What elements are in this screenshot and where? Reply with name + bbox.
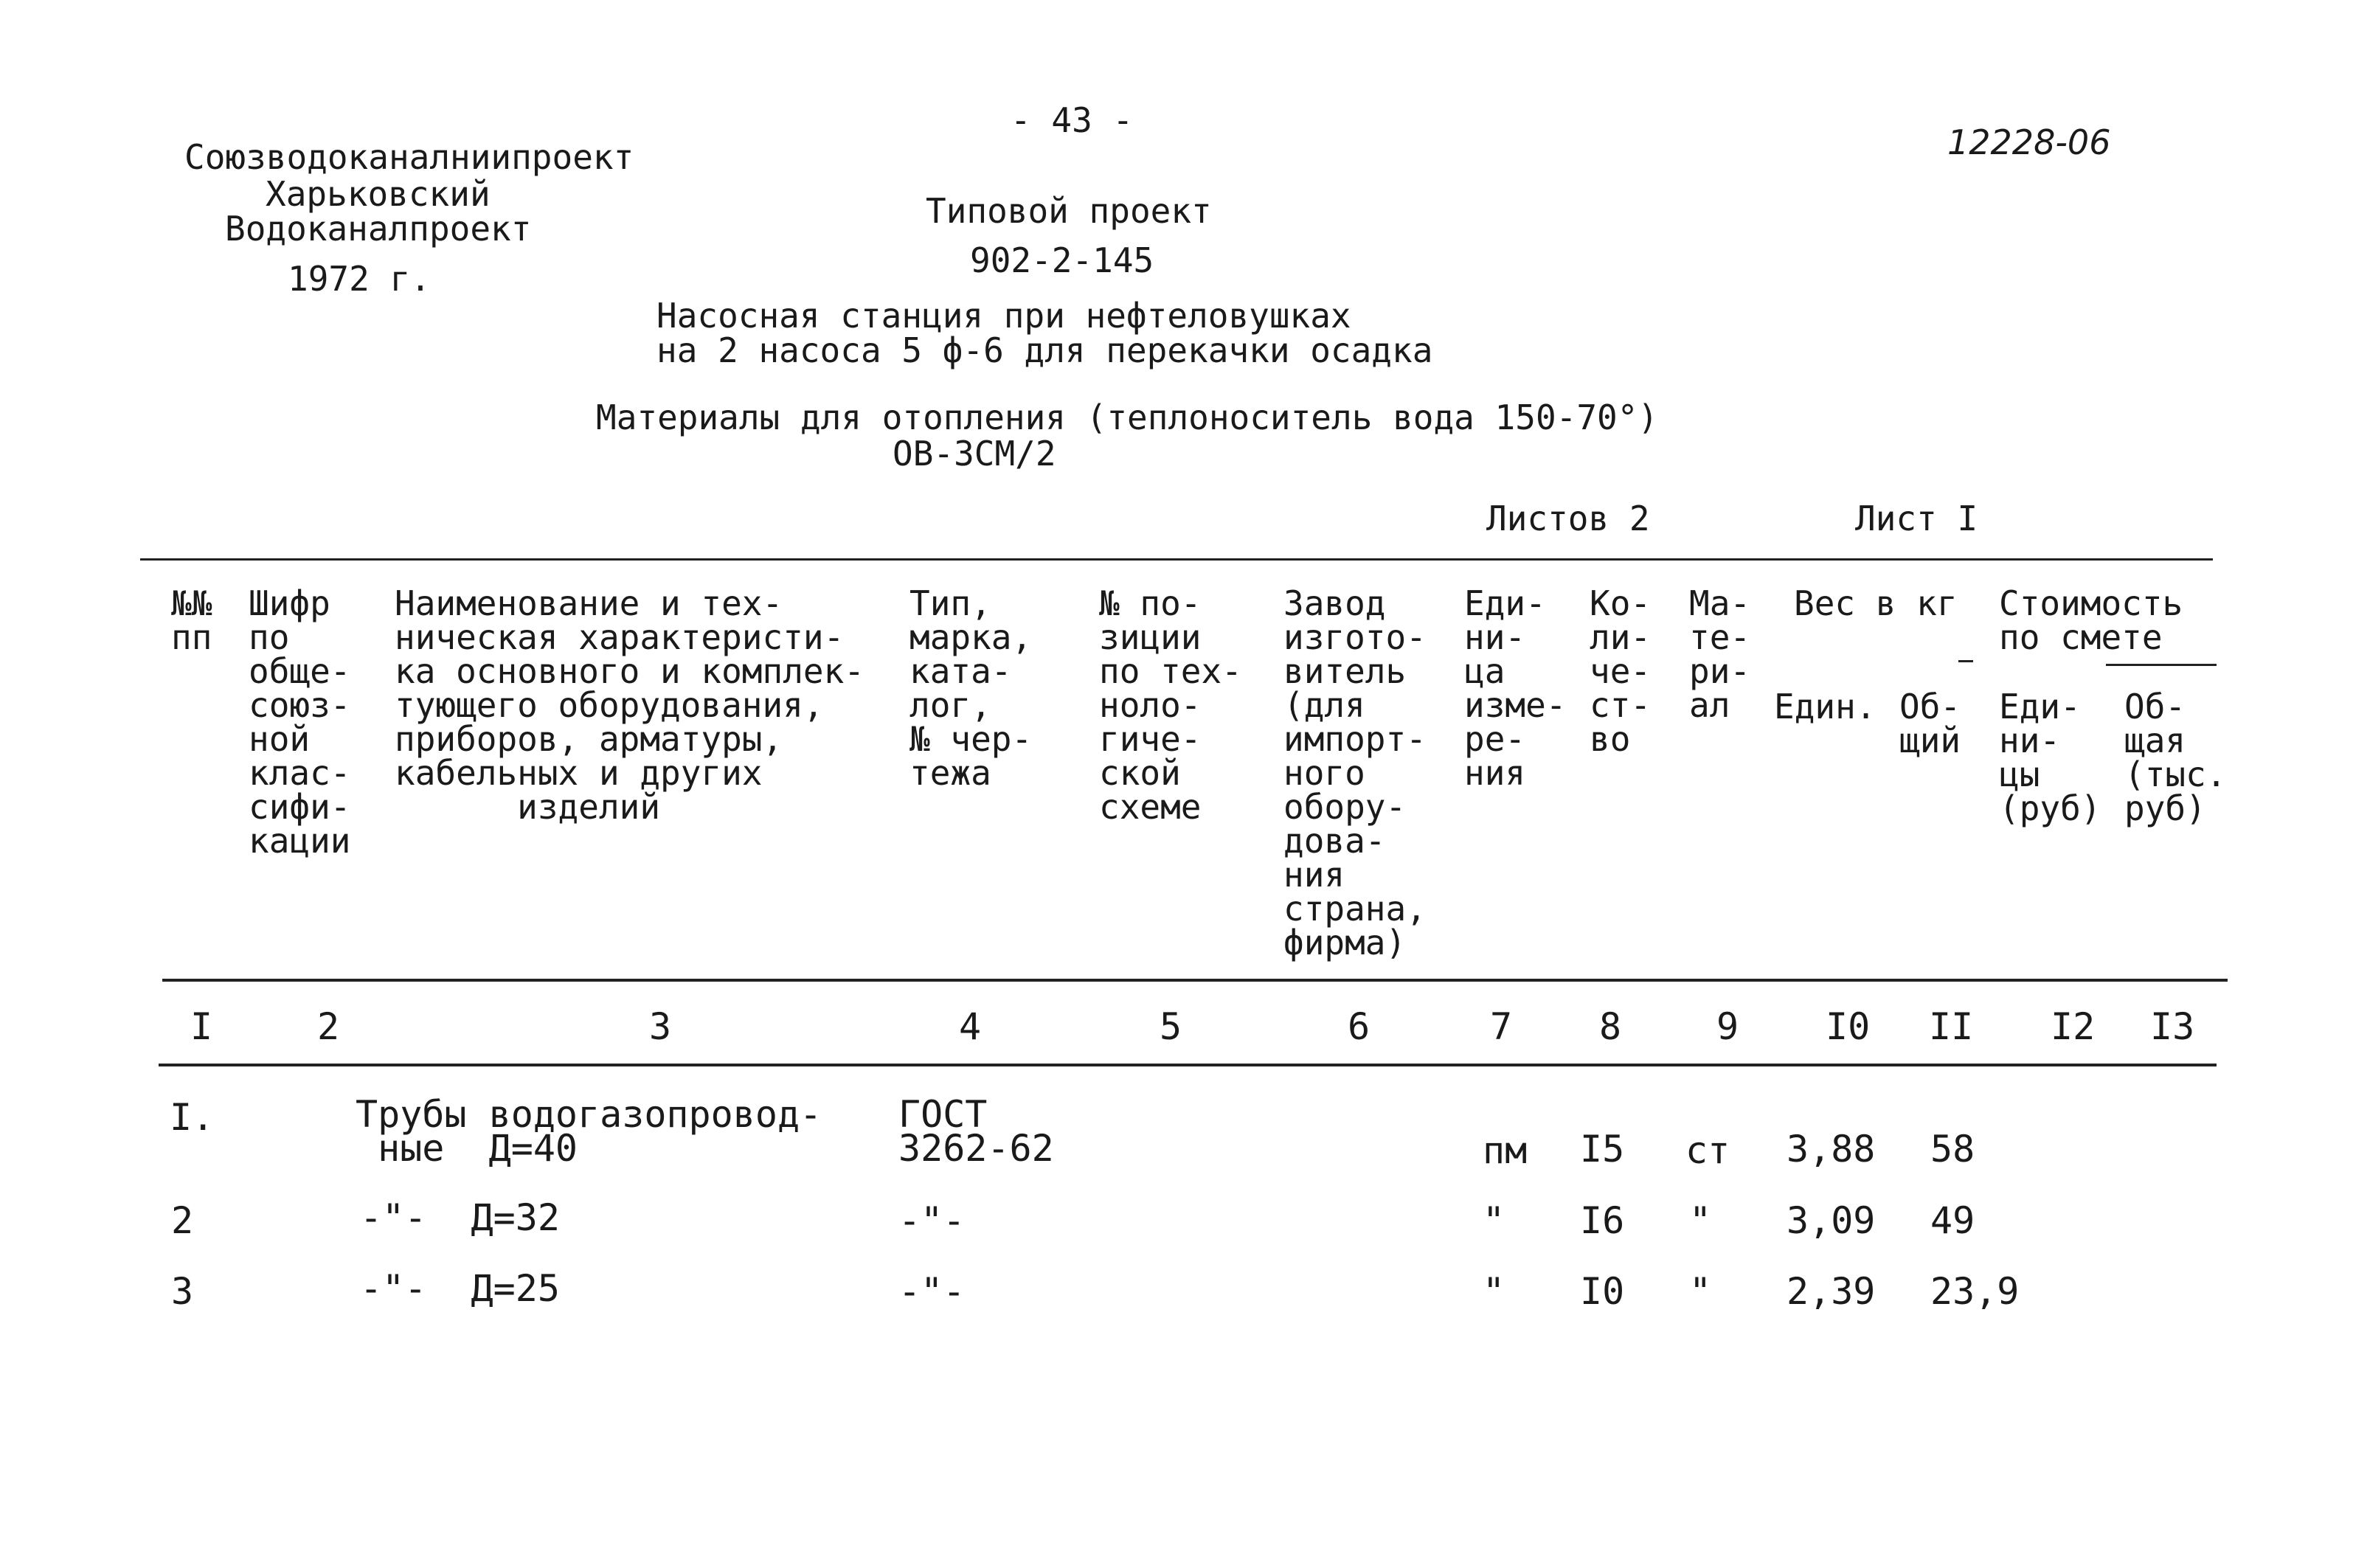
materials-title: Материалы для отопления (теплоноситель вода 150-70°)	[596, 398, 1659, 437]
header-manufacturer: Завод изгото- витель (для импорт- ного обору- дова- ния страна, фирма)	[1283, 583, 1427, 962]
column-number-1: I	[190, 1005, 213, 1048]
page-number: - 43 -	[1011, 100, 1134, 140]
column-number-3: 3	[649, 1005, 672, 1048]
row-1-unit-weight: 3,88	[1787, 1128, 1876, 1170]
column-number-4: 4	[959, 1005, 982, 1048]
header-unit-weight: Един.	[1774, 687, 1876, 726]
materials-code: ОВ-3СМ/2	[893, 434, 1056, 473]
sheets-total: Листов 2	[1486, 499, 1650, 538]
column-number-7: 7	[1490, 1005, 1513, 1048]
column-numbers-bottom-rule	[159, 1064, 2217, 1066]
column-number-5: 5	[1160, 1005, 1182, 1048]
sheet-current: Лист I	[1855, 499, 1978, 538]
row-1-quantity: I5	[1580, 1128, 1625, 1170]
column-number-10: I0	[1826, 1005, 1871, 1048]
row-1-type: ГОСТ 3262-62	[898, 1093, 1054, 1170]
cost-subheader-rule	[2106, 664, 2217, 666]
row-2-unit: "	[1483, 1199, 1505, 1242]
row-3-type: -"-	[898, 1270, 966, 1313]
column-number-9: 9	[1716, 1005, 1739, 1048]
row-1-unit: пм	[1483, 1129, 1528, 1172]
weight-subheader-rule	[1958, 660, 1973, 662]
header-material: Ма- те- ри- ал	[1689, 583, 1751, 725]
organization-line2: Харьковский	[266, 174, 491, 214]
row-2-total-weight: 49	[1930, 1199, 1975, 1242]
header-row-number: №№ пп	[171, 583, 212, 657]
column-number-8: 8	[1599, 1005, 1622, 1048]
row-3-unit-weight: 2,39	[1787, 1270, 1876, 1313]
row-3-total-weight: 23,9	[1930, 1270, 2020, 1313]
column-number-13: I3	[2150, 1005, 2195, 1048]
project-description-line2: на 2 насоса 5 ф-6 для перекачки осадка	[656, 330, 1433, 370]
document-code: 12228-06	[1947, 122, 2111, 162]
header-type-mark: Тип, марка, ката- лог, № чер- тежа	[909, 583, 1033, 793]
row-1-name: Трубы водогазопровод- ные Д=40	[356, 1093, 822, 1170]
row-2-type: -"-	[898, 1199, 966, 1242]
column-number-11: II	[1929, 1005, 1974, 1048]
row-1-number: I.	[170, 1096, 215, 1139]
row-3-unit: "	[1483, 1270, 1505, 1313]
project-description-line1: Насосная станция при нефтеловушках	[656, 296, 1351, 336]
header-position-number: № по- зиции по тех- ноло- гиче- ской схеме	[1099, 583, 1242, 827]
column-number-12: I2	[2051, 1005, 2096, 1048]
table-top-rule	[140, 558, 2213, 561]
header-unit-cost: Еди- ни- цы (руб)	[1999, 687, 2101, 828]
row-2-quantity: I6	[1580, 1199, 1625, 1242]
header-weight-group: Вес в кг	[1794, 583, 1958, 623]
header-total-cost: Об- щая (тыс. руб)	[2124, 687, 2227, 828]
header-unit: Еди- ни- ца изме- ре- ния	[1464, 583, 1567, 793]
header-name-description: Наименование и тех- ническая характеристи- ка основного и комплек- тующего оборудования, приборов, арматуры, кабельных и других изделий	[395, 583, 864, 827]
row-3-material: "	[1689, 1270, 1712, 1313]
header-quantity: Ко- ли- че- ст- во	[1590, 583, 1652, 759]
header-cost-group: Стоимость по смете	[1999, 583, 2183, 657]
header-classification-code: Шифр по обще- союз- ной клас- сифи- кации	[249, 583, 351, 861]
column-number-6: 6	[1348, 1005, 1370, 1048]
column-number-2: 2	[317, 1005, 340, 1048]
row-2-name: -"- Д=32	[360, 1196, 560, 1239]
row-2-number: 2	[171, 1199, 194, 1242]
header-total-weight: Об- щий	[1899, 687, 1961, 760]
header-bottom-rule	[162, 979, 2228, 982]
organization-year: 1972 г.	[288, 259, 431, 299]
project-number: 902-2-145	[970, 240, 1154, 280]
row-2-material: "	[1689, 1199, 1712, 1242]
row-3-name: -"- Д=25	[360, 1267, 560, 1310]
row-1-material: ст	[1685, 1129, 1730, 1172]
project-label: Типовой проект	[926, 191, 1212, 231]
organization-line3: Водоканалпроект	[225, 209, 532, 249]
row-3-number: 3	[171, 1270, 194, 1313]
row-1-total-weight: 58	[1930, 1128, 1975, 1170]
row-3-quantity: I0	[1580, 1270, 1625, 1313]
organization-line1: Союзводоканалниипроект	[184, 137, 634, 177]
row-2-unit-weight: 3,09	[1787, 1199, 1876, 1242]
